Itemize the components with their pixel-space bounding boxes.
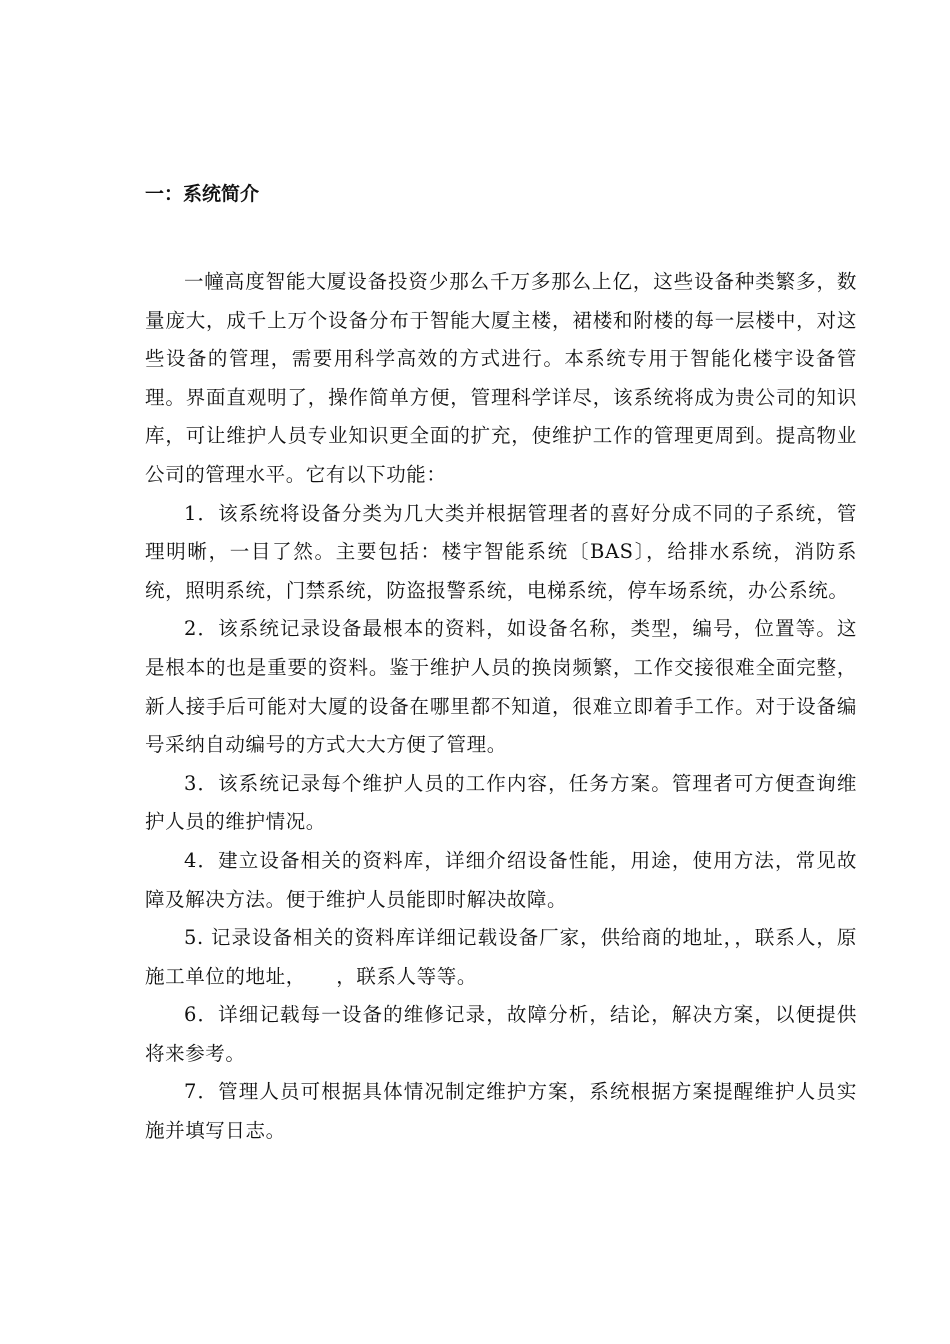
- section-heading: 一：系统简介: [145, 183, 260, 205]
- feature-item-2: 2．该系统记录设备最根本的资料，如设备名称，类型，编号，位置等。这是根本的也是重要的资料。鉴于维护人员的换岗频繁，工作交接很难全面完整，新人接手后可能对大厦的设备在哪里都不知道，很难立即着手工作。对于设备编号采纳自动编号的方式大大方便了管理。: [145, 617, 857, 757]
- feature-item-6: 6．详细记载每一设备的维修记录，故障分析，结论，解决方案，以便提供将来参考。: [145, 1003, 857, 1065]
- feature-item-4: 4．建立设备相关的资料库，详细介绍设备性能，用途，使用方法，常见故障及解决方法。便于维护人员能即时解决故障。: [145, 848, 857, 911]
- feature-item-1: 1．该系统将设备分类为几大类并根据管理者的喜好分成不同的子系统，管理明晰，一目了然。主要包括：楼宇智能系统〔BAS〕，给排水系统，消防系统，照明系统，门禁系统，防盗报警系统，电梯系统，停车场系统，办公系统。: [145, 501, 857, 602]
- feature-item-5: 5. 记录设备相关的资料库详细记载设备厂家，供给商的地址，，联系人，原施工单位的地址， ，联系人等等。: [145, 926, 857, 988]
- feature-item-3: 3．该系统记录每个维护人员的工作内容，任务方案。管理者可方便查询维护人员的维护情况。: [145, 771, 857, 834]
- body-text: [145, 263, 857, 1151]
- feature-item-7: 7．管理人员可根据具体情况制定维护方案，系统根据方案提醒维护人员实施并填写日志。: [145, 1080, 857, 1143]
- intro-paragraph: 一幢高度智能大厦设备投资少那么千万多那么上亿，这些设备种类繁多，数量庞大，成千上万个设备分布于智能大厦主楼，裙楼和附楼的每一层楼中，对这些设备的管理，需要用科学高效的方式进行。本系统专用于智能化楼宇设备管理。界面直观明了，操作简单方便，管理科学详尽，该系统将成为贵公司的知识库，可让维护人员专业知识更全面的扩充，使维护工作的管理更周到。提高物业公司的管理水平。它有以下功能：: [145, 270, 857, 486]
